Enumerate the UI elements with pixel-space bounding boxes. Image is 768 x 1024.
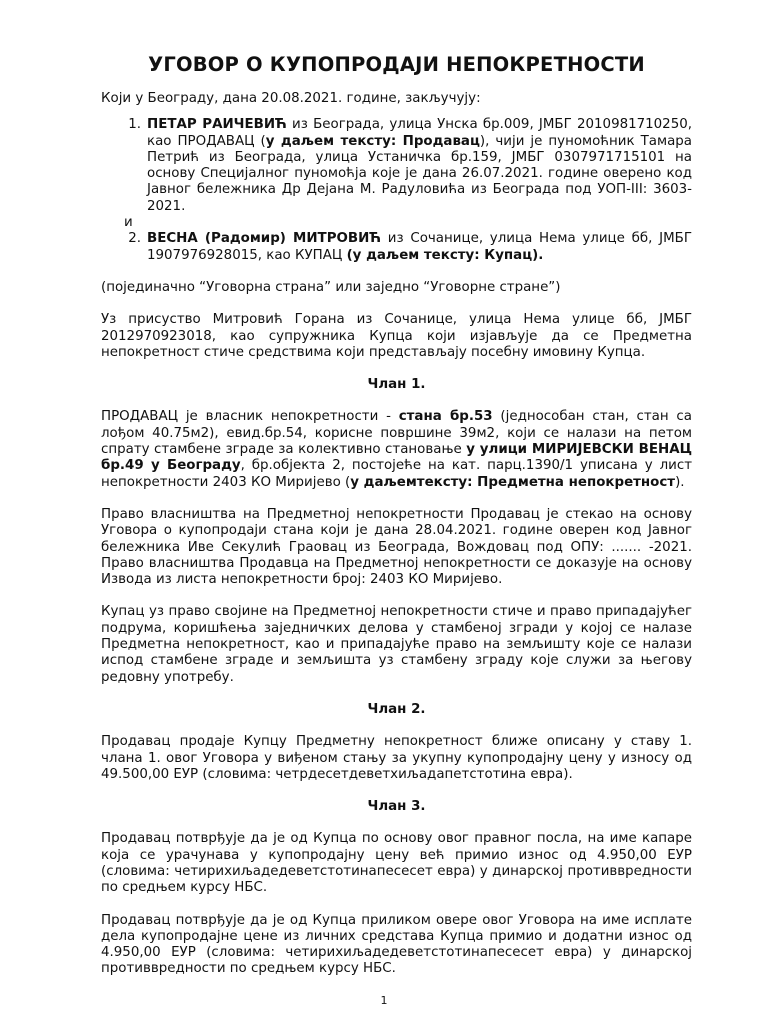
intro-line: Који у Београду, дана 20.08.2021. године, закључују:: [101, 91, 481, 106]
document-title: УГОВОР О КУПОПРОДАЈИ НЕПОКРЕТНОСТИ: [148, 53, 645, 76]
individually-note: (појединачно “Уговорна страна” или заједно “Уговорне стране”): [101, 279, 561, 295]
article-3-paragraph-1: Продавац потврђује да је од Купца по основу овог правног посла, на име капаре која се урачунава у купопродајну цену већ примио износ од 4.950,00 ЕУР (словима: четирихиљадедеветстотинапесесет евра) у динарској противвредности по средњем курсу НБС.: [101, 831, 692, 896]
party-name: ВЕСНА (Радомир) МИТРОВИЋ: [147, 231, 382, 247]
presence-paragraph: Уз присуство Митровић Горана из Сочанице, улица Нема улице бб, ЈМБГ 2012970923018, као супружника Купца који изјављује да се Предметна непокретност стиче средствима који представљају посебну имовину Купца.: [101, 312, 692, 360]
party-number: 1.: [128, 117, 141, 133]
article-1-paragraph-2: Право власништва на Предметној непокретности Продавац је стекао на основу Уговора о купопродаји стана који је дана 28.04.2021. године оверен код Јавног бележника Иве Секулић Граовац из Београда, Вождовац под ОПУ: ....... -2021. Право власништва Продавца на Предметној непокретности се доказује на основу Извода из листа непокретности број: 2403 КО Миријево.: [101, 506, 692, 588]
article-3-heading: Члан 3.: [367, 799, 426, 815]
and-word: и: [124, 215, 133, 231]
article-2-paragraph-1: Продавац продаје Купцу Предметну непокретност ближе описану у ставу 1. члана 1. овог Уговора у виђеном стању за укупну купопродајну цену у износу од 49.500,00 ЕУР (словима: четрдесетдеветхиљадапетстотина евра).: [101, 734, 692, 782]
document-page: [101, 52, 692, 994]
party-number: 2.: [128, 231, 141, 247]
parties-list: [101, 117, 692, 264]
party-seller: 1. ПЕТАР РАИЧЕВИЋ из Београда, улица Унска бр.009, ЈМБГ 2010981710250, као ПРОДАВАЦ (у даљем тексту: Продавац), чији је пуномоћник Тамара Петрић из Београда, улица Устаничка бр.159, ЈМБГ 0307971715101 на основу Специјалног пуномоћја које је дана 26.07.2021. године оверено код Јавног бележника Др Дејана М. Радуловића из Београда под УОП-III: 3603-2021.: [101, 117, 692, 215]
article-1-paragraph-1: ПРОДАВАЦ је власник непокретности - стана бр.53 (једнособан стан, стан са лођом 40.75м2), евид.бр.54, корисне површине 39м2, који се налази на петом спрату стамбене зграде за колективно становање у улици МИРИЈЕВСКИ ВЕНАЦ бр.49 у Београду, бр.објекта 2, постојеће на кат. парц.1390/1 уписана у лист непокретности 2403 КО Миријево (у даљемтексту: Предметна непокретност).: [101, 409, 692, 490]
page-number: 1: [380, 994, 388, 1007]
party-buyer: 2. ВЕСНА (Радомир) МИТРОВИЋ из Сочанице, улица Нема улице бб, ЈМБГ 1907976928015, као КУПАЦ (у даљем тексту: Купац).: [101, 231, 692, 264]
article-2-heading: Члан 2.: [367, 701, 426, 717]
article-1-heading: Члан 1.: [367, 377, 426, 393]
article-3-paragraph-2: Продавац потврђује да је од Купца приликом овере овог Уговора на име исплате дела купопродајне цене из личних средстава Купца примио и додатни износ од 4.950,00 ЕУР (словима: четирихиљадедеветстотинапесесет евра) у динарској противвредности по средњем курсу НБС.: [101, 912, 692, 977]
article-1-paragraph-3: Купац уз право својине на Предметној непокретности стиче и право припадајућег подрума, коришћења заједничких делова у стамбеној згради у којој се налазе Предметна непокретност, као и припадајуће право на земљишту које се налази испод стамбене зграде и земљишта уз стамбену зграду које служи за његову редовну употребу.: [101, 604, 692, 685]
party-name: ПЕТАР РАИЧЕВИЋ: [147, 117, 287, 133]
